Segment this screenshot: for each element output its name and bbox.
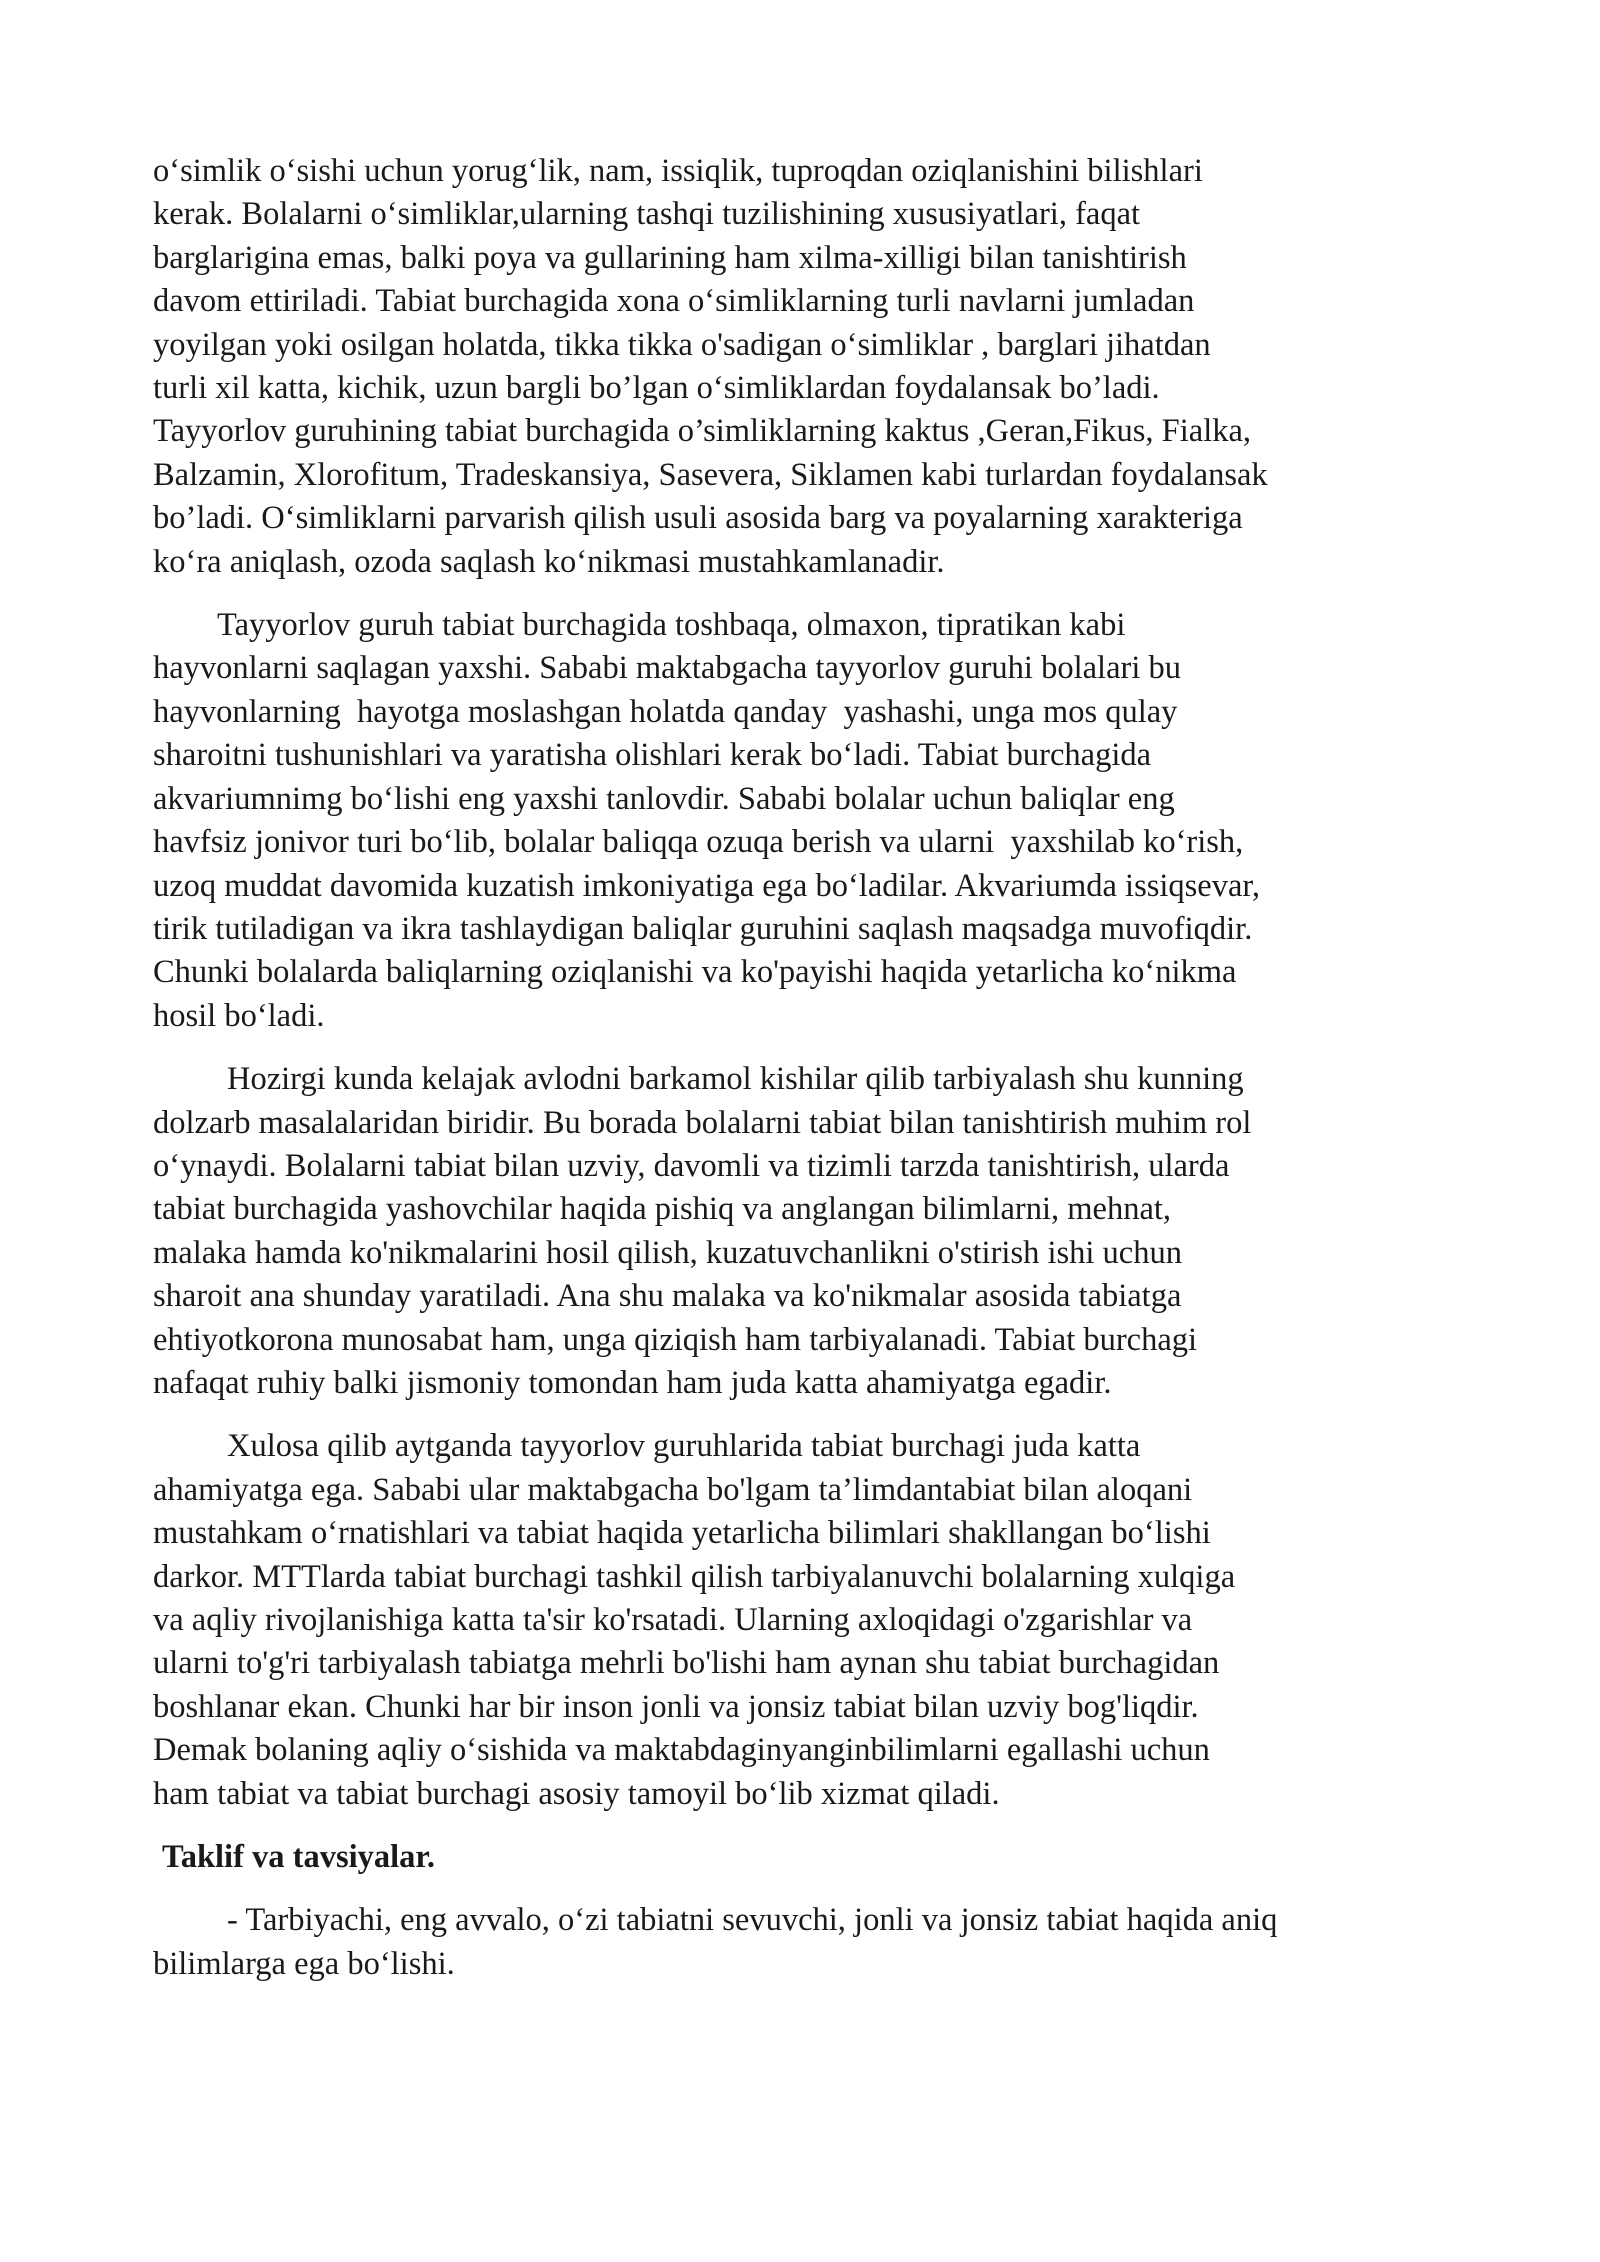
text-line: Hozirgi kunda kelajak avlodni barkamol kishilar qilib tarbiyalash shu kunning <box>227 1061 1244 1098</box>
text-line: ahamiyatga ega. Sababi ular maktabgacha bo'lgam ta’limdantabiat bilan aloqani <box>153 1471 1193 1508</box>
text-line: ko‘ra aniqlash, ozoda saqlash ko‘nikmasi mustahkamlanadir. <box>153 543 945 580</box>
text-line: tabiat burchagida yashovchilar haqida pishiq va anglangan bilimlarni, mehnat, <box>153 1191 1172 1228</box>
text-line: Xulosa qilib aytganda tayyorlov guruhlarida tabiat burchagi juda katta <box>227 1428 1141 1465</box>
text-line: - Tarbiyachi, eng avvalo, o‘zi tabiatni sevuvchi, jonli va jonsiz tabiat haqida aniq <box>227 1902 1278 1939</box>
text-line: akvariumnimg bo‘lishi eng yaxshi tanlovdir. Sababi bolalar uchun baliqlar eng <box>153 780 1175 817</box>
paragraph-plants <box>153 150 1453 584</box>
text-line: turli xil katta, kichik, uzun bargli bo’lgan o‘simliklardan foydalansak bo’ladi. <box>153 370 1160 407</box>
text-line: mustahkam o‘rnatishlari va tabiat haqida yetarlicha bilimlari shakllangan bo‘lishi <box>153 1515 1211 1552</box>
text-line: yoyilgan yoki osilgan holatda, tikka tikka o'sadigan o‘simliklar , barglari jihatdan <box>153 326 1211 363</box>
text-line: Chunki bolalarda baliqlarning oziqlanishi va ko'payishi haqida yetarlicha ko‘nikma <box>153 954 1237 991</box>
text-line: Balzamin, Xlorofitum, Tradeskansiya, Sasevera, Siklamen kabi turlardan foydalansak <box>153 456 1268 493</box>
text-line: bo’ladi. O‘simliklarni parvarish qilish usuli asosida barg va poyalarning xarakteriga <box>153 500 1243 537</box>
paragraph-conclusion <box>153 1425 1453 1816</box>
paragraph-recommendation <box>153 1899 1453 1986</box>
section-heading: Taklif va tavsiyalar. <box>162 1839 435 1876</box>
paragraph-animals <box>153 604 1453 1038</box>
text-line: Tayyorlov guruhining tabiat burchagida o’simliklarning kaktus ,Geran,Fikus, Fialka, <box>153 413 1252 450</box>
text-line: uzoq muddat davomida kuzatish imkoniyatiga ega bo‘ladilar. Akvariumda issiqsevar, <box>153 867 1261 904</box>
text-line: o‘ynaydi. Bolalarni tabiat bilan uzviy, davomli va tizimli tarzda tanishtirish, ularda <box>153 1147 1230 1184</box>
document-body <box>153 150 1453 1986</box>
text-line: o‘simlik o‘sishi uchun yorug‘lik, nam, issiqlik, tuproqdan oziqlanishini bilishlari <box>153 153 1203 189</box>
text-line: Tayyorlov guruh tabiat burchagida toshbaqa, olmaxon, tipratikan kabi <box>217 607 1126 644</box>
text-line: sharoitni tushunishlari va yaratisha olishlari kerak bo‘ladi. Tabiat burchagida <box>153 737 1152 774</box>
text-line: bilimlarga ega bo‘lishi. <box>153 1945 455 1982</box>
paragraph-importance <box>153 1058 1453 1405</box>
text-line: havfsiz jonivor turi bo‘lib, bolalar baliqqa ozuqa berish va ularni yaxshilab ko‘rish, <box>153 824 1244 861</box>
text-line: davom ettiriladi. Tabiat burchagida xona o‘simliklarning turli navlarni jumladan <box>153 283 1195 320</box>
text-line: va aqliy rivojlanishiga katta ta'sir ko'rsatadi. Ularning axloqidagi o'zgarishlar va <box>153 1602 1193 1638</box>
text-line: boshlanar ekan. Chunki har bir inson jonli va jonsiz tabiat bilan uzviy bog'liqdir. <box>153 1688 1199 1725</box>
text-line: hayvonlarni saqlagan yaxshi. Sababi maktabgacha tayyorlov guruhi bolalari bu <box>153 650 1181 687</box>
text-line: darkor. MTTlarda tabiat burchagi tashkil qilish tarbiyalanuvchi bolalarning xulqiga <box>153 1558 1236 1595</box>
text-line: Demak bolaning aqliy o‘sishida va maktabdaginyanginbilimlarni egallashi uchun <box>153 1732 1210 1769</box>
text-line: barglarigina emas, balki poya va gullarining ham xilma-xilligi bilan tanishtirish <box>153 239 1187 276</box>
text-line: ularni to'g'ri tarbiyalash tabiatga mehrli bo'lishi ham aynan shu tabiat burchagidan <box>153 1645 1220 1682</box>
text-line: tirik tutiladigan va ikra tashlaydigan baliqlar guruhini saqlash maqsadga muvofiqdir. <box>153 910 1253 947</box>
text-line: ham tabiat va tabiat burchagi asosiy tamoyil bo‘lib xizmat qiladi. <box>153 1775 1000 1812</box>
text-line: hayvonlarning hayotga moslashgan holatda qanday yashashi, unga mos qulay <box>153 693 1178 730</box>
text-line: sharoit ana shunday yaratiladi. Ana shu malaka va ko'nikmalar asosida tabiatga <box>153 1278 1182 1315</box>
text-line: hosil bo‘ladi. <box>153 997 325 1034</box>
text-line: dolzarb masalalaridan biridir. Bu borada bolalarni tabiat bilan tanishtirish muhim rol <box>153 1104 1252 1141</box>
text-line: ehtiyotkorona munosabat ham, unga qiziqish ham tarbiyalanadi. Tabiat burchagi <box>153 1321 1198 1358</box>
text-line: nafaqat ruhiy balki jismoniy tomondan ham juda katta ahamiyatga egadir. <box>153 1364 1112 1401</box>
text-line: malaka hamda ko'nikmalarini hosil qilish, kuzatuvchanlikni o'stirish ishi uchun <box>153 1234 1182 1271</box>
text-line: kerak. Bolalarni o‘simliklar,ularning tashqi tuzilishining xususiyatlari, faqat <box>153 196 1141 233</box>
